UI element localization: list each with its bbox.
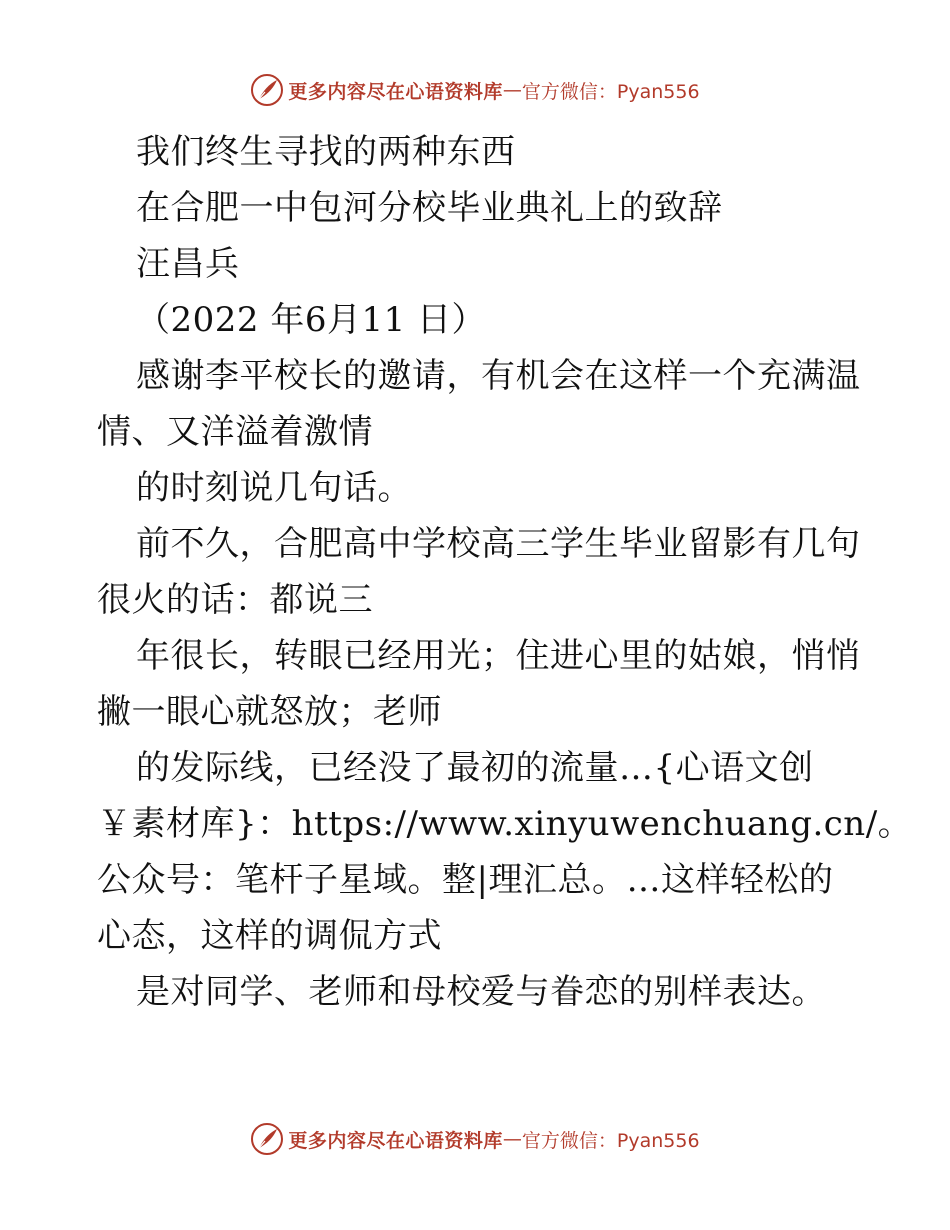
quill-pen-logo-icon	[250, 1122, 284, 1156]
paragraph-line: 前不久，合肥高中学校高三学生毕业留影有几句	[136, 524, 861, 564]
paragraph-line: 的时刻说几句话。	[136, 468, 412, 508]
document-date: （2022 年6月11 日）	[136, 300, 487, 340]
paragraph-line: 心态，这样的调侃方式	[97, 916, 442, 956]
watermark-wechat-text: 官方微信：Pyan556	[521, 80, 700, 103]
paragraph-line: 年很长，转眼已经用光；住进心里的姑娘，悄悄	[136, 636, 861, 676]
watermark-wechat-text: 官方微信：Pyan556	[521, 1129, 700, 1152]
document-title: 我们终生寻找的两种东西	[136, 132, 516, 172]
paragraph-line: 很火的话：都说三	[97, 580, 373, 620]
document-body	[97, 124, 913, 1020]
paragraph-line: 感谢李平校长的邀请，有机会在这样一个充满温	[136, 356, 861, 396]
paragraph-line: 撇一眼心就怒放；老师	[97, 692, 442, 732]
watermark-dash: —	[502, 79, 522, 101]
footer-watermark	[0, 1121, 950, 1157]
watermark-main-text: 更多内容尽在心语资料库	[288, 1129, 503, 1152]
watermark-dash: —	[502, 1128, 522, 1150]
quill-pen-logo-icon	[250, 73, 284, 107]
paragraph-line: 情、又洋溢着激情	[97, 412, 373, 452]
author-name: 汪昌兵	[136, 244, 240, 284]
paragraph-line: 是对同学、老师和母校爱与眷恋的别样表达。	[136, 972, 826, 1012]
watermark-main-text: 更多内容尽在心语资料库	[288, 80, 503, 103]
paragraph-line: ￥素材库}：https://www.xinyuwenchuang.cn/。	[97, 804, 913, 844]
document-subtitle: 在合肥一中包河分校毕业典礼上的致辞	[136, 188, 723, 228]
paragraph-line: 的发际线，已经没了最初的流量…{心语文创	[136, 748, 814, 788]
header-watermark	[0, 72, 950, 108]
paragraph-line: 公众号：笔杆子星域。整|理汇总。…这样轻松的	[97, 860, 834, 900]
